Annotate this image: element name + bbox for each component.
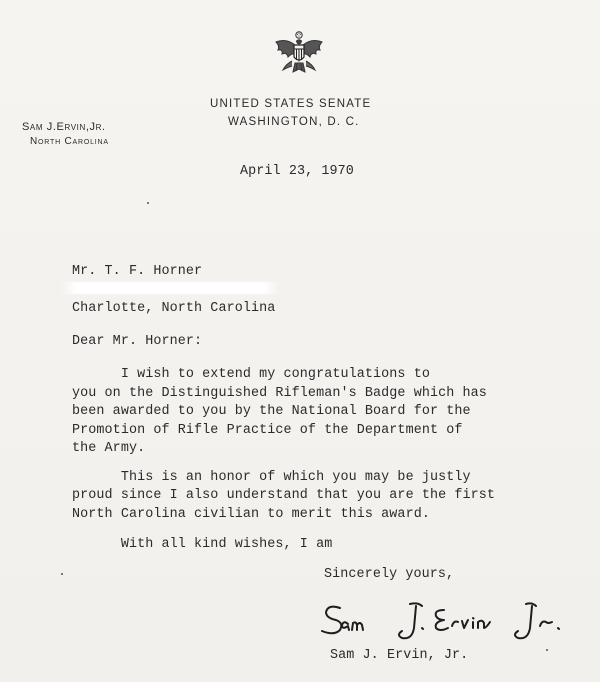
signed-name: Sam J. Ervin, Jr. xyxy=(330,648,469,663)
salutation: Dear Mr. Horner: xyxy=(72,334,203,349)
city-heading: WASHINGTON, D. C. xyxy=(228,116,360,128)
paper-speck xyxy=(147,202,149,204)
body-line: North Carolina civilian to merit this award. xyxy=(72,507,430,522)
body-line: With all kind wishes, I am xyxy=(72,537,333,552)
body-line: I wish to extend my congratulations to xyxy=(72,367,430,382)
body-line: proud since I also understand that you are the first xyxy=(72,488,496,503)
body-line: been awarded to you by the National Board for the xyxy=(72,404,471,419)
recipient-name: Mr. T. F. Horner xyxy=(72,264,203,279)
paper-speck xyxy=(61,573,63,575)
senate-heading: UNITED STATES SENATE xyxy=(210,98,372,110)
sender-state: North Carolina xyxy=(30,136,109,147)
body-line: the Army. xyxy=(72,441,146,456)
recipient-city: Charlotte, North Carolina xyxy=(72,301,276,316)
body-line: Promotion of Rifle Practice of the Department of xyxy=(72,423,463,438)
letter-date: April 23, 1970 xyxy=(240,164,354,179)
body-line: you on the Distinguished Rifleman's Badge which has xyxy=(72,386,487,401)
body-line: This is an honor of which you may be justly xyxy=(72,470,471,485)
sender-name: Sam J.Ervin,Jr. xyxy=(22,121,106,133)
paper-speck xyxy=(546,649,548,651)
closing: Sincerely yours, xyxy=(324,567,455,582)
redacted-address-line xyxy=(60,282,280,294)
handwritten-signature xyxy=(318,598,586,646)
great-seal-eagle-icon xyxy=(268,30,330,82)
